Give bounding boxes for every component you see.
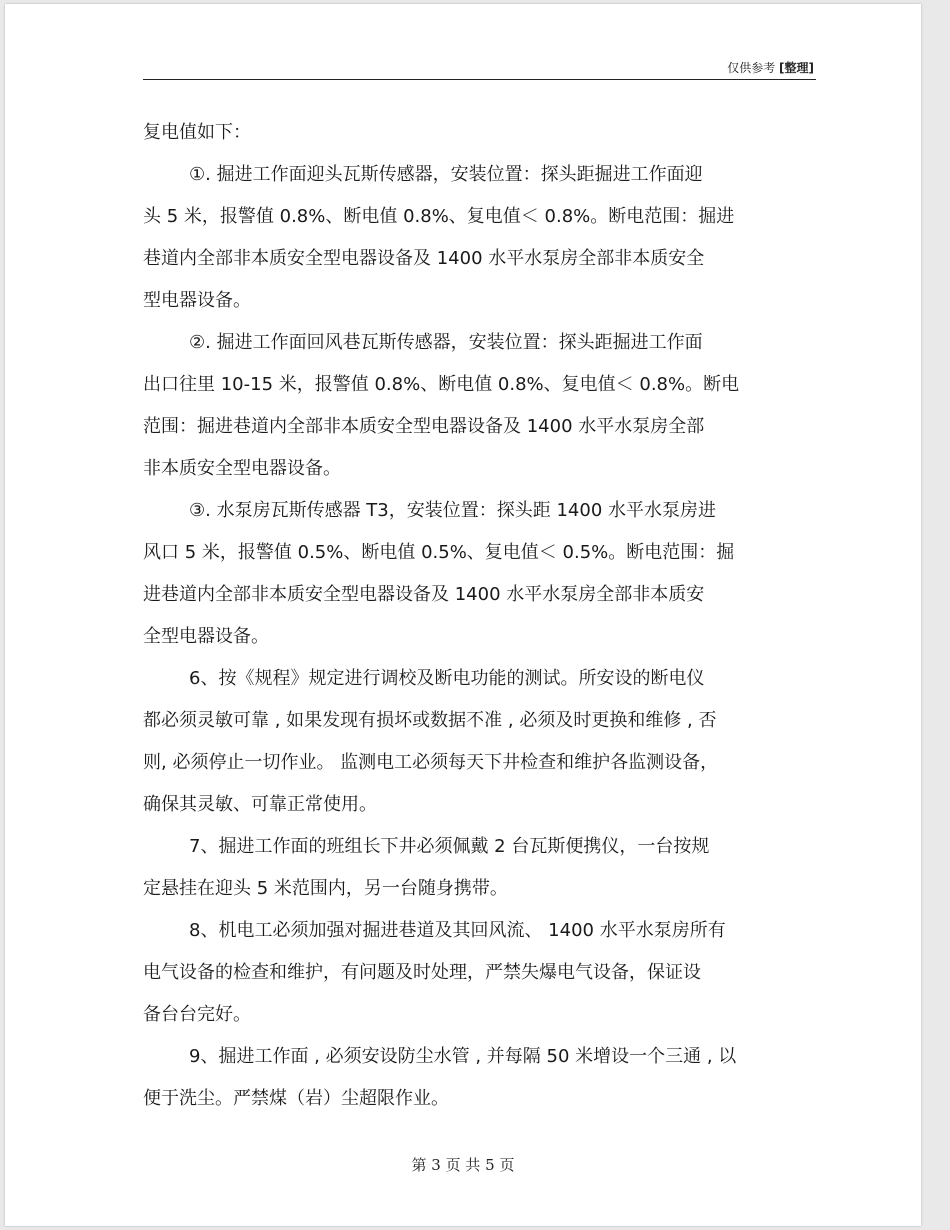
document-page (5, 4, 921, 1226)
body-line: ②. 掘进工作面回风巷瓦斯传感器，安装位置：探头距掘进工作面 (189, 332, 703, 353)
body-line: 电气设备的检查和维护，有问题及时处理，严禁失爆电气设备，保证设 (143, 962, 701, 983)
body-line: 巷道内全部非本质安全型电器设备及 1400 水平水泵房全部非本质安全 (143, 248, 705, 269)
body-line: 进巷道内全部非本质安全型电器设备及 1400 水平水泵房全部非本质安 (143, 584, 705, 605)
body-line: 7、掘进工作面的班组长下井必须佩戴 2 台瓦斯便携仪，一台按规 (189, 836, 710, 857)
body-line: ③. 水泵房瓦斯传感器 T3，安装位置：探头距 1400 水平水泵房进 (189, 500, 716, 521)
header-note (727, 59, 814, 76)
body-line: 9、掘进工作面 , 必须安设防尘水管 , 并每隔 50 米增设一个三通 , 以 (189, 1046, 737, 1067)
page-header (143, 57, 816, 80)
body-line: 头 5 米，报警值 0.8%、断电值 0.8%、复电值＜ 0.8%。断电范围：掘进 (143, 206, 735, 227)
body-text (143, 112, 815, 1120)
body-line: 全型电器设备。 (143, 626, 269, 647)
body-line: 出口往里 10-15 米，报警值 0.8%、断电值 0.8%、复电值＜ 0.8%。断电 (143, 374, 740, 395)
body-line: 8、机电工必须加强对掘进巷道及其回风流、 1400 水平水泵房所有 (189, 920, 726, 941)
body-line: 定悬挂在迎头 5 米范围内，另一台随身携带。 (143, 878, 508, 899)
document-body (143, 112, 815, 1120)
body-line: ①. 掘进工作面迎头瓦斯传感器，安装位置：探头距掘进工作面迎 (189, 164, 703, 185)
header-tag: [整理] (779, 61, 814, 75)
body-line: 则, 必须停止一切作业。 监测电工必须每天下井检查和维护各监测设备， (143, 752, 719, 773)
body-line: 范围：掘进巷道内全部非本质安全型电器设备及 1400 水平水泵房全部 (143, 416, 705, 437)
page-footer: 第 3 页 共 5 页 (411, 1156, 515, 1174)
body-line: 非本质安全型电器设备。 (143, 458, 341, 479)
body-line: 型电器设备。 (143, 290, 251, 311)
body-line: 都必须灵敏可靠 , 如果发现有损坏或数据不准 , 必须及时更换和维修 , 否 (143, 710, 717, 731)
body-line: 6、按《规程》规定进行调校及断电功能的测试。所安设的断电仪 (189, 668, 705, 689)
body-line: 风口 5 米，报警值 0.5%、断电值 0.5%、复电值＜ 0.5%。断电范围：掘 (143, 542, 735, 563)
body-line: 便于洗尘。严禁煤（岩）尘超限作业。 (143, 1088, 449, 1109)
body-line: 复电值如下： (143, 122, 251, 143)
header-prefix: 仅供参考 (727, 61, 780, 75)
body-line: 确保其灵敏、可靠正常使用。 (143, 794, 377, 815)
body-line: 备台台完好。 (143, 1004, 251, 1025)
